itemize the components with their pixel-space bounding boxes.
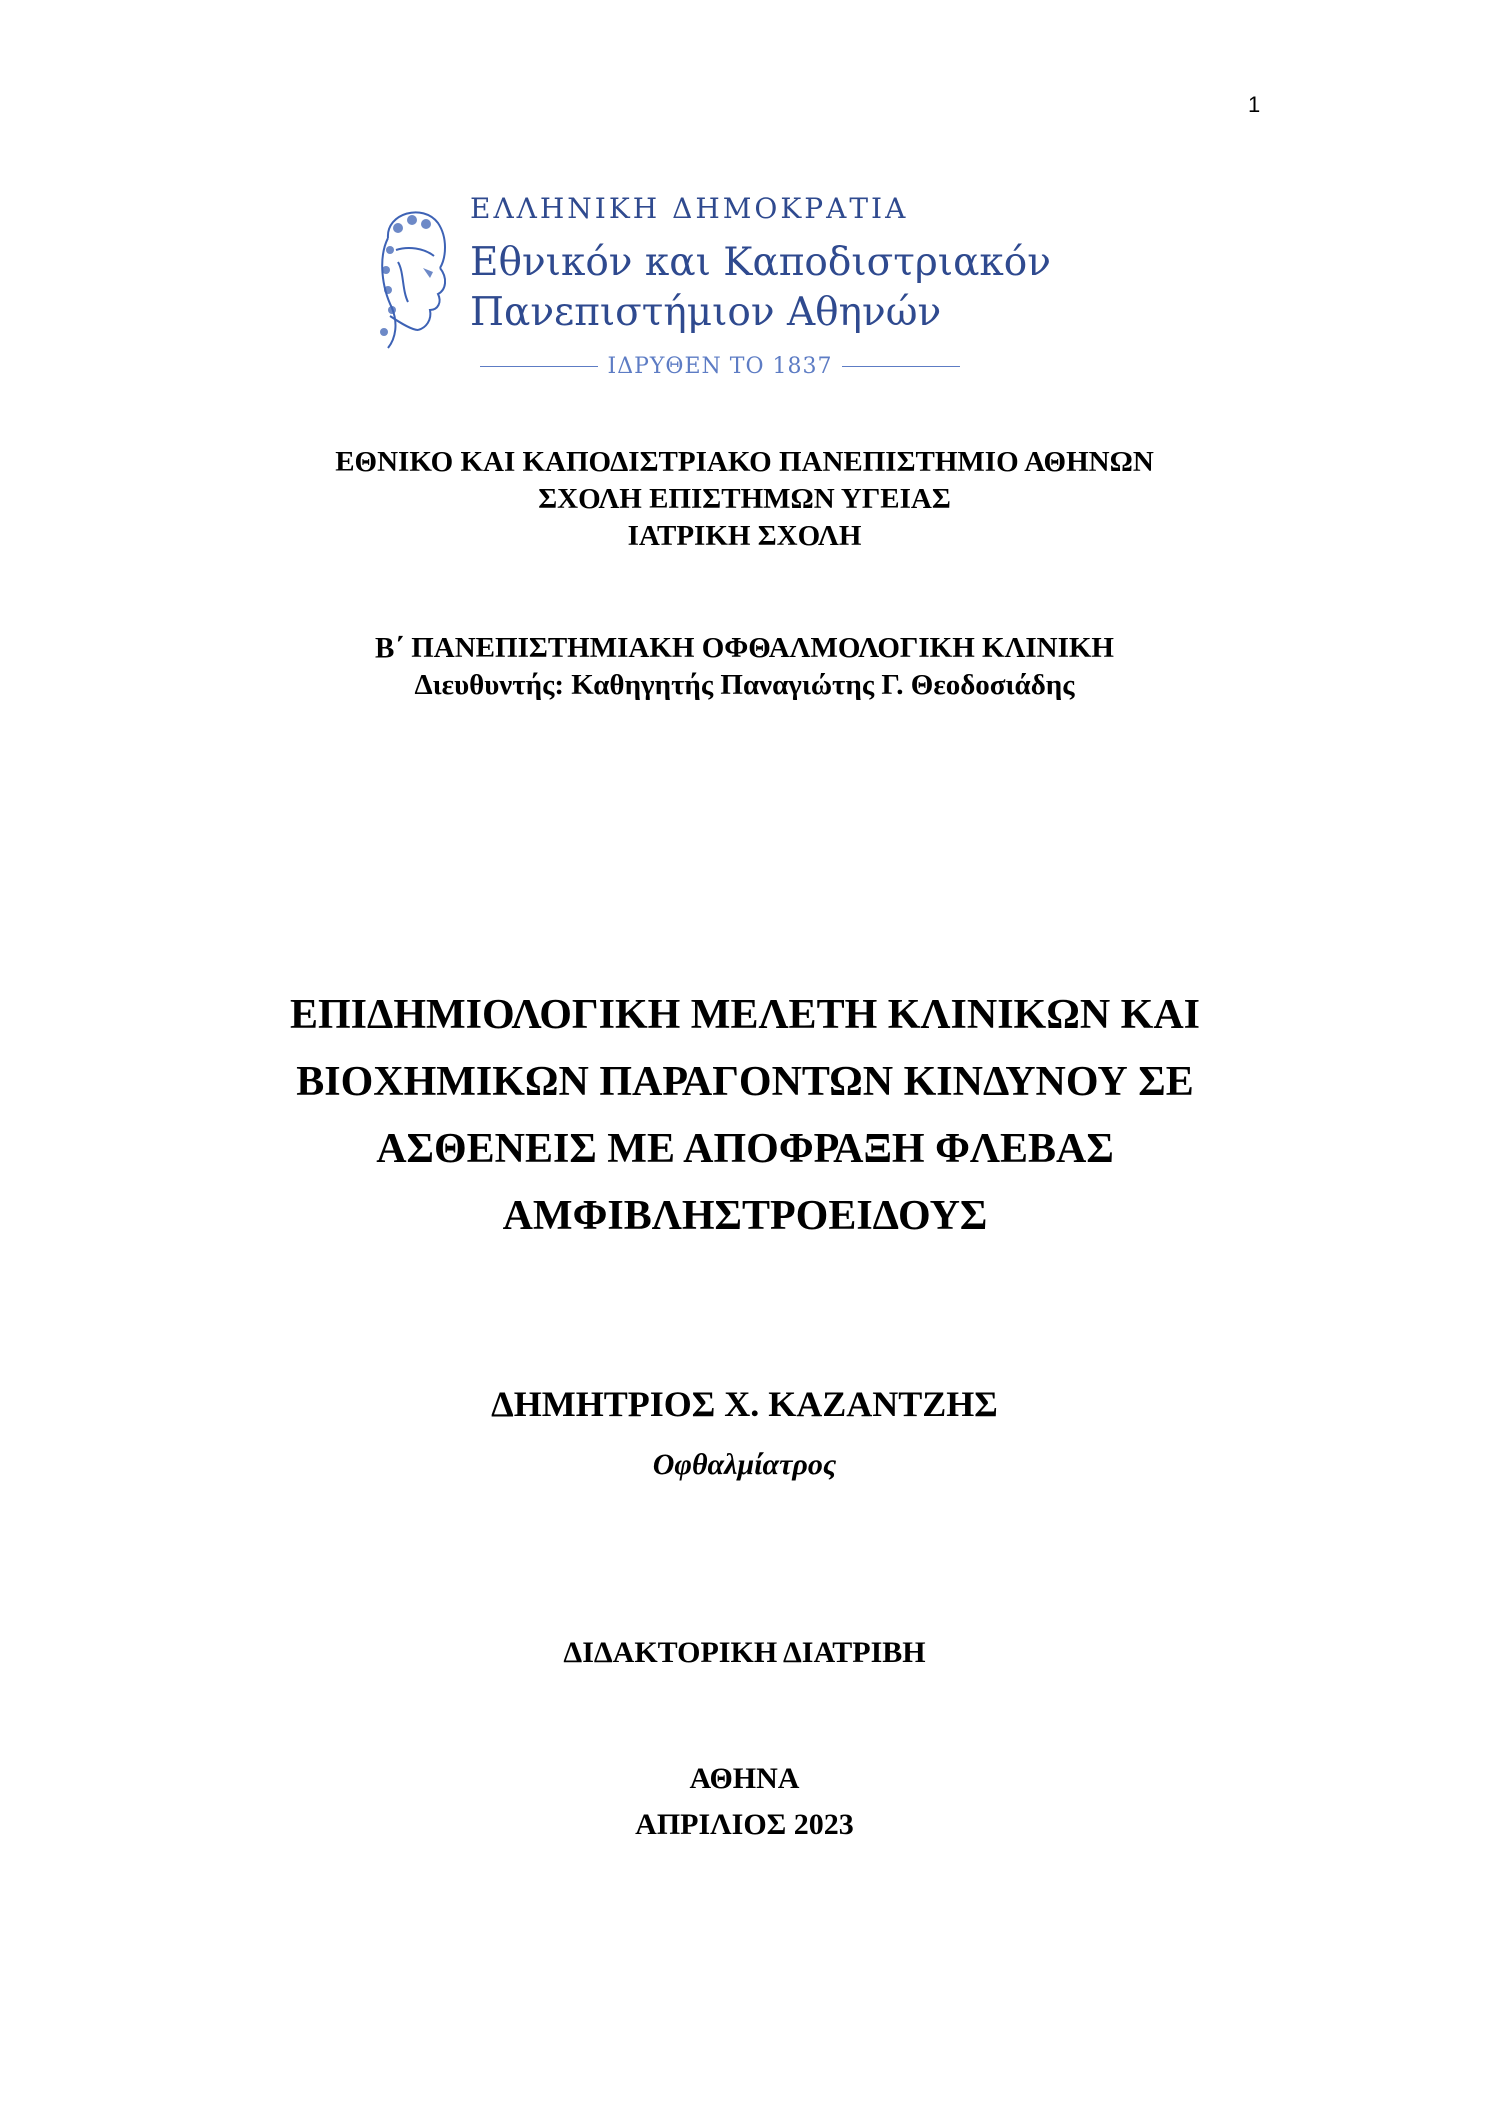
divider	[480, 366, 598, 367]
athena-head-icon	[368, 198, 454, 353]
divider	[842, 366, 960, 367]
thesis-title-line: ΑΣΘΕΝΕΙΣ ΜΕ ΑΠΟΦΡΑΞΗ ΦΛΕΒΑΣ	[376, 1126, 1114, 1172]
thesis-title	[200, 982, 1290, 1250]
thesis-type: ΔΙΔΑΚΤΟΡΙΚΗ ΔΙΑΤΡΙΒΗ	[563, 1636, 926, 1669]
logo-founded-row	[480, 350, 960, 382]
city: ΑΘΗΝΑ	[689, 1762, 800, 1795]
logo-founded-text: ΙΔΡΥΘΕΝ ΤΟ 1837	[607, 353, 833, 379]
faculty-name: ΙΑΤΡΙΚΗ ΣΧΟΛΗ	[627, 520, 862, 552]
institution-block	[0, 444, 1489, 555]
clinic-director: Διευθυντής: Καθηγητής Παναγιώτης Γ. Θεοδοσιάδης	[414, 669, 1075, 701]
university-name: ΕΘΝΙΚΟ ΚΑΙ ΚΑΠΟΔΙΣΤΡΙΑΚΟ ΠΑΝΕΠΙΣΤΗΜΙΟ ΑΘΗΝΩΝ	[335, 446, 1154, 478]
clinic-block	[0, 630, 1489, 704]
thesis-title-line: ΒΙΟΧΗΜΙΚΩΝ ΠΑΡΑΓΟΝΤΩΝ ΚΙΝΔΥΝΟΥ ΣΕ	[296, 1059, 1194, 1105]
thesis-title-line: ΕΠΙΔΗΜΙΟΛΟΓΙΚΗ ΜΕΛΕΤΗ ΚΛΙΝΙΚΩΝ ΚΑΙ	[289, 992, 1201, 1038]
date: ΑΠΡΙΛΙΟΣ 2023	[635, 1808, 854, 1841]
author-role: Οφθαλμίατρος	[652, 1448, 837, 1481]
logo-university-name	[470, 238, 1051, 338]
page-number: 1	[1248, 92, 1261, 117]
university-logo	[360, 186, 1120, 386]
logo-university-line-2: Πανεπιστήμιον Αθηνών	[470, 290, 942, 335]
logo-republic-text: ΕΛΛΗΝΙΚΗ ΔΗΜΟΚΡΑΤΙΑ	[470, 192, 909, 225]
thesis-title-line: ΑΜΦΙΒΛΗΣΤΡΟΕΙΔΟΥΣ	[502, 1193, 988, 1239]
place-date-block	[0, 1756, 1489, 1848]
school-name: ΣΧΟΛΗ ΕΠΙΣΤΗΜΩΝ ΥΓΕΙΑΣ	[538, 483, 951, 515]
author-name: ΔΗΜΗΤΡΙΟΣ Χ. ΚΑΖΑΝΤΖΗΣ	[491, 1384, 998, 1424]
clinic-name: Β΄ ΠΑΝΕΠΙΣΤΗΜΙΑΚΗ ΟΦΘΑΛΜΟΛΟΓΙΚΗ ΚΛΙΝΙΚΗ	[374, 632, 1114, 664]
logo-university-line-1: Εθνικόν και Καποδιστριακόν	[470, 240, 1051, 285]
